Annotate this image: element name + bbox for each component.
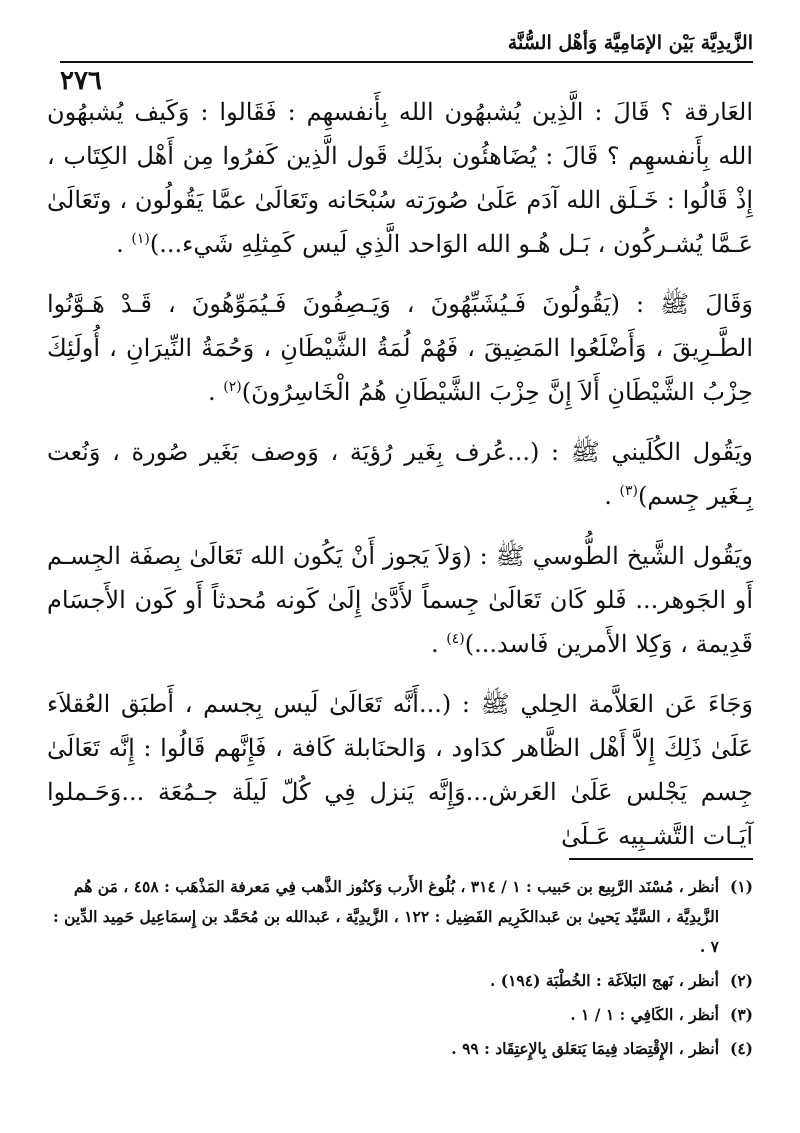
paragraph: [47, 430, 753, 518]
paragraph: [47, 282, 753, 414]
paragraph-text: .: [431, 630, 447, 658]
paragraph-text: العَارقة ؟ قَالَ : الَّذِين يُشبهُون الله بِأَنفسهِم : فَقَالوا : وَكَيف يُشبهُون الله بِأَنفسهِم ؟ قَالَ : يُضَاهئُون بذَلِك قَول الَّذِين كَفرُوا مِن أَهْل الكِتَاب ، إِذْ قَالُوا : خَـلَق الله آدَم عَلَىٰ صُورَته سُبْحَانه وتَعَالَىٰ عمَّا يَقُولُون ، وتَعَالَىٰ عَـمَّا يُشـركُون ، بَـل هُـو الله الوَاحد الَّذِي لَيس كَمِثلِهِ شَيء...): [47, 98, 753, 258]
paragraph: [47, 90, 753, 266]
paragraph: [47, 534, 753, 666]
footnote: [47, 966, 753, 996]
footnote-separator: [569, 858, 753, 860]
footnote-text: أنظر ، نَهج البَلاَغَة : الخُطْبَة (١٩٤) .: [489, 971, 719, 990]
running-head: [60, 30, 753, 96]
footnote-number: (٤): [729, 1039, 753, 1058]
paragraph-text: وَجَاءَ عَن العَلاَّمة الحِلي ﷺ : (...أَنَّه تَعَالَىٰ لَيس بِجسم ، أَطبَق العُقلاَء عَلَىٰ ذَلِكَ إِلاَّ أَهْل الظَّاهر كدَاود ، وَالحنَابلة كَافة ، فَإِنَّهم قَالُوا : إِنَّه تَعَالَىٰ جِسم يَجْلس عَلَىٰ العَرش...وَإِنَّه يَنزل فِي كُلّ لَيلَة جـمُعَة ...وَحَـملوا آيَـات التَّشـبِيه عَـلَىٰ: [47, 690, 753, 850]
paragraph-text: ويَقُول الشَّيخ الطُّوسي ﷺ : (وَلاَ يَجوز أَنْ يَكُون الله تَعَالَىٰ بِصفَة الجِسـم أَو الجَوهر... فَلو كَان تَعَالَىٰ جِسماً لأَدَّىٰ إِلَىٰ كَونه مُحدثاً أَو كَون الأَجسَام قَدِيمة ، وَكِلا الأَمرين فَاسد...): [47, 542, 753, 658]
footnote: [47, 872, 753, 962]
footnote-reference[interactable]: (٢): [223, 379, 242, 395]
main-text: [47, 90, 753, 874]
footnote-text: أنظر ، مُسْنَد الرَّبِيع بن حَبيب : ١ / ٣١٤ ، بُلُوغ الأَرب وَكنُوز الذَّهب فِي مَعرفة المَذْهَب : ٤٥٨ ، مَن هُم الزَّيدِيَّة ، السَّيِّد يَحيىٰ بن عَبدالكَرِيم الفَضِيل : ١٢٢ ، الزَّيدِيَّة ، عَبدالله بن مُحَمَّد بن إِسمَاعِيل حَمِيد الدِّين : ٧ .: [53, 877, 719, 956]
footnote-reference[interactable]: (١): [131, 231, 150, 247]
paragraph-text: وَقَالَ ﷺ : (يَقُولُونَ فَـيُشَبِّهُونَ ، وَيَـصِفُونَ فَـيُمَوِّهُونَ ، قَـدْ هَـوَّنُوا الطَّـرِيقَ ، وَأَضْلَعُوا المَضِيقَ ، فَهُمْ لُمَةُ الشَّيْطَانِ ، وَحُمَةُ النِّيرَانِ ، أُولَئِكَ حِزْبُ الشَّيْطَانِ أَلاَ إِنَّ حِزْبَ الشَّيْطَانِ هُمُ الْخَاسِرُونَ): [47, 290, 753, 406]
paragraph-text: .: [116, 230, 132, 258]
footnotes: [47, 872, 753, 1068]
paragraph: [47, 682, 753, 858]
footnote: [47, 1034, 753, 1064]
header-rule: [60, 61, 753, 63]
footnote-number: (٣): [729, 1005, 753, 1024]
footnote-text: أنظر ، الإِقْتِصَاد فِيمَا يَتعَلق بِالإِعتِقَاد : ٩٩ .: [451, 1039, 719, 1058]
footnote-reference[interactable]: (٣): [619, 483, 639, 499]
page-number: ٢٧٦: [60, 66, 102, 96]
footnote: [47, 1000, 753, 1030]
footnote-number: (٢): [729, 971, 753, 990]
footnote-text: أنظر ، الكَافِي : ١ / ١ .: [570, 1005, 719, 1024]
footnote-reference[interactable]: (٤): [446, 631, 465, 647]
paragraph-text: .: [208, 378, 224, 406]
paragraph-text: ويَقُول الكُلَيني ﷺ : (...عُرف بِغَير رُؤيَة ، وَوصف بَغَير صُورة ، وَنُعت بِـغَير جِسم): [47, 438, 753, 510]
paragraph-text: .: [604, 482, 620, 510]
footnote-number: (١): [729, 877, 753, 896]
running-title: الزَّيدِيَّة بَيْن الإمَامِيَّة وَأهْل السُّنَّة: [507, 32, 753, 54]
